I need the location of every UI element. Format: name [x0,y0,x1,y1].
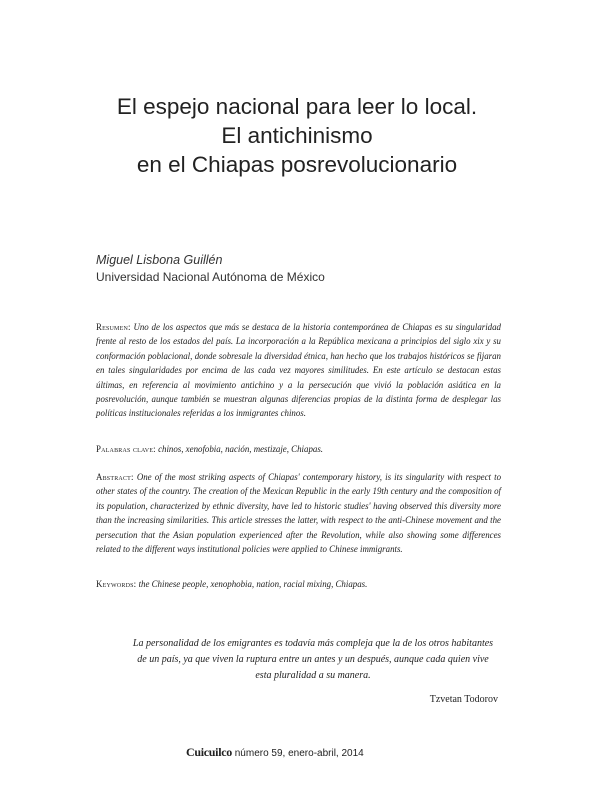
page-footer [186,745,364,760]
title-line-1: El espejo nacional para leer lo local. [116,94,478,119]
author-affiliation: Universidad Nacional Autónoma de México [96,270,325,284]
resumen-text: Uno de los aspectos que más se destaca de la historia contemporánea de Chiapas es su singularidad frente al resto de los estados del país. La incorporación a la República mexicana a principios del siglo xix y su conformación poblacional, donde sobresale la diversidad étnica, han hecho que los trabajos históricos se fijaran en tales singularidades por encima de las cada vez mayores similitudes. En este artículo se destacan estas últimas, en referencia al movimiento antichino y a la persecución que vivió la población asiática en la posrevolución, aunque también se muestran algunas diferencias propias de la distinta forma de desplegar las políticas institucionales referidas a los inmigrantes chinos. [96,322,501,419]
palabras-clave-text: chinos, xenofobia, nación, mestizaje, Chiapas. [158,444,323,454]
keywords-label: Keywords: [96,579,137,589]
keywords-paragraph [96,577,501,591]
keywords-text: the Chinese people, xenophobia, nation, racial mixing, Chiapas. [138,579,368,589]
journal-logo: Cuicuilco [186,745,232,759]
issue-info: número 59, enero-abril, 2014 [234,748,364,759]
article-title [60,92,534,179]
epigraph-author: Tzvetan Todorov [429,694,498,705]
title-line-2: El antichinismo [221,123,373,148]
palabras-clave-label: Palabras clave: [96,444,156,454]
author-name: Miguel Lisbona Guillén [96,253,223,267]
epigraph-quote: La personalidad de los emigrantes es todavía más compleja que la de los otros habitantes de un país, ya que viven la ruptura entre un antes y un después, aunque cada quien vive esta pluralidad a su manera. [132,638,494,681]
abstract-text: One of the most striking aspects of Chiapas' contemporary history, is its singularity with respect to other states of the country. The creation of the Mexican Republic in the early 19th century and the composition of its population, characterized by ethnic diversity, have led to historic studies' having observed this diversity more than the increasing similarities. This article stresses the latter, with respect to the anti-Chinese movement and the persecution that the Asian population experienced after the Revolution, while also showing some differences related to the different ways institutional policies were applied to Chinese immigrants. [96,472,502,555]
abstract-paragraph [96,470,501,556]
resumen-label: Resumen: [96,322,131,332]
resumen-paragraph [96,320,501,421]
palabras-clave-paragraph [96,442,501,456]
title-line-3: en el Chiapas posrevolucionario [136,152,458,177]
abstract-label: Abstract: [96,472,134,482]
